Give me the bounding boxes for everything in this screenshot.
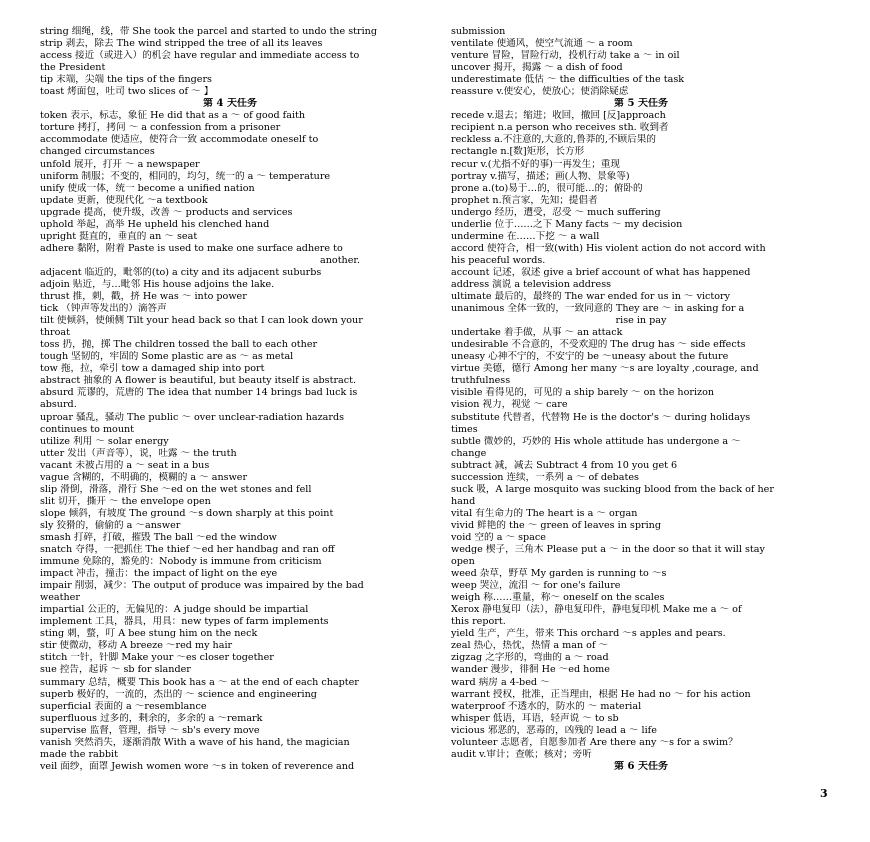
right-column-line: wedge 楔子，三角木 Please put a ～ in the door so that it will stay xyxy=(451,544,765,556)
right-column-line: recur v.(尤指不好的事)一再发生；重现 xyxy=(451,158,620,170)
right-column-line: visible 看得见的，可见的 a ship barely ～ on the horizon xyxy=(451,387,715,399)
right-column-line: virtue 美德，德行 Among her many ～s are loyalty ,courage, and xyxy=(451,363,759,375)
right-column-line: unanimous 全体一致的，一致同意的 They are ～ in asking for a xyxy=(451,303,745,315)
left-column-line: vacant 未被占用的 a ～ seat in a bus xyxy=(40,459,210,471)
left-column-line: upright 挺直的，垂直的 an ～ seat xyxy=(40,230,198,242)
page-number: 3 xyxy=(820,787,828,800)
right-column-line: subtract 减，减去 Subtract 4 from 10 you get 6 xyxy=(451,459,678,471)
right-column-line: weed 杂草，野草 My garden is running to ～s xyxy=(451,568,667,580)
right-column-line: underestimate 低估 ～ the difficulties of the task xyxy=(451,74,685,86)
right-column-line: vivid 鲜艳的 the ～ green of leaves in spring xyxy=(451,519,661,531)
left-column-line: toast 烤面包，吐司 two slices of ～ 】 xyxy=(40,86,214,98)
left-column-line: superfluous 过多的，剩余的，多余的 a ～remark xyxy=(40,712,263,724)
left-column-line: impartial 公正的，无偏见的：A judge should be impartial xyxy=(40,604,309,616)
left-column xyxy=(40,26,420,773)
left-column-line: tow 拖，拉，牵引 tow a damaged ship into port xyxy=(40,363,265,375)
right-column-line: change xyxy=(451,447,487,459)
right-column-line: waterproof 不透水的，防水的 ～ material xyxy=(451,700,642,712)
left-column-line: the President xyxy=(40,62,106,74)
left-column-line: supervise 监督，管理，指导 ～ sb's every move xyxy=(40,724,260,736)
left-column-line: impair 削弱，减少：The output of produce was impaired by the bad xyxy=(40,580,364,592)
right-column-line: underlie 位于……之下 Many facts ～ my decision xyxy=(451,218,683,230)
right-column-line: times xyxy=(451,423,478,435)
right-column-line: address 演说 a television address xyxy=(451,278,612,290)
right-column-line: hand xyxy=(451,495,476,507)
right-column-line: open xyxy=(451,556,475,568)
left-column-line: torture 拷打，拷问 ～ a confession from a prisoner xyxy=(40,122,281,134)
left-column-line: throat xyxy=(40,327,70,339)
left-column-line: abstract 抽象的 A flower is beautiful, but beauty itself is abstract. xyxy=(40,375,357,387)
left-column-line: toss 扔，抛，掷 The children tossed the ball to each other xyxy=(40,339,318,351)
left-column-line: tough 坚韧的，牢固的 Some plastic are as ～ as metal xyxy=(40,351,294,363)
right-column-line: undesirable 不合意的，不受欢迎的 The drug has ～ side effects xyxy=(451,339,746,351)
left-column-line: veil 面纱，面罩 Jewish women wore ～s in token of reverence and xyxy=(40,760,355,772)
left-column-line: vague 含糊的，不明确的，模糊的 a ～ answer xyxy=(40,471,248,483)
left-column-line: adjoin 贴近，与…毗邻 His house adjoins the lake. xyxy=(40,278,275,290)
right-column-line: recipient n.a person who receives sth. 收到者 xyxy=(451,122,669,134)
right-column-line: truthfulness xyxy=(451,375,511,387)
right-column-line: suck 吸，A large mosquito was sucking blood from the back of her xyxy=(451,483,774,495)
right-column-line: weigh 称……重量，称～ oneself on the scales xyxy=(451,592,665,604)
right-column-line: recede v.退去；缩进；收回，撤回 [反]approach xyxy=(451,110,666,122)
right-column-line: undergo 经历，遭受，忍受 ～ much suffering xyxy=(451,206,661,218)
right-column-line: vision 视力，视觉 ～ care xyxy=(451,399,568,411)
left-column-line: slit 切开，撕开 ～ the envelope open xyxy=(40,495,211,507)
left-column-line: slip 滑倒，滑落，滑行 She ～ed on the wet stones and fell xyxy=(40,483,312,495)
right-column-line: rise in pay xyxy=(615,315,667,327)
day-task-heading: 第 5 天任务 xyxy=(614,98,668,110)
left-column-line: strip 剥去，除去 The wind stripped the tree of all its leaves xyxy=(40,38,323,50)
right-column-line: zigzag 之字形的，弯曲的 a ～ road xyxy=(451,652,609,664)
right-column-line: vital 有生命力的 The heart is a ～ organ xyxy=(451,507,638,519)
day-task-heading: 第 4 天任务 xyxy=(203,98,257,110)
right-column-line: his peaceful words. xyxy=(451,254,546,266)
right-column-line: this report. xyxy=(451,616,506,628)
right-column-line: ultimate 最后的，最终的 The war ended for us in ～ victory xyxy=(451,291,731,303)
right-column-line: prophet n.预言家，先知；提倡者 xyxy=(451,194,598,206)
left-column-line: token 表示，标志，象征 He did that as a ～ of good faith xyxy=(40,110,306,122)
right-column-line: void 空的 a ～ space xyxy=(451,531,546,543)
right-column-line: undermine 在……下挖 ～ a wall xyxy=(451,230,600,242)
left-column-line: tip 末端，尖端 the tips of the fingers xyxy=(40,74,212,86)
left-column-line: sting 刺，螫，叮 A bee stung him on the neck xyxy=(40,628,258,640)
left-column-line: immune 免除的，豁免的：Nobody is immune from criticism xyxy=(40,556,322,568)
right-column-line: account 记述，叙述 give a brief account of what has happened xyxy=(451,266,751,278)
right-column-line: weep 哭泣，流泪 ～ for one's failure xyxy=(451,580,621,592)
left-column-line: implement 工具，器具，用具：new types of farm implements xyxy=(40,616,329,628)
right-column-line: uncover 揭开，揭露 ～ a dish of food xyxy=(451,62,623,74)
left-column-line: tick （钟声等发出的）滴答声 xyxy=(40,303,167,315)
right-column-line: vicious 邪恶的，恶毒的，凶残的 lead a ～ life xyxy=(451,724,657,736)
right-column-line: substitute 代替者，代替物 He is the doctor's ～ during holidays xyxy=(451,411,751,423)
left-column-line: update 更新，使现代化 ～a textbook xyxy=(40,194,208,206)
left-column-line: uniform 制服；不变的，相同的，均匀，统一的 a ～ temperature xyxy=(40,170,331,182)
right-column-line: undertake 着手做，从事 ～ an attack xyxy=(451,327,623,339)
right-column-line: reckless a.不注意的,大意的,鲁莽的,不顾后果的 xyxy=(451,134,656,146)
right-column-line: succession 连续，一系列 a ～ of debates xyxy=(451,471,639,483)
left-column-line: absurd. xyxy=(40,399,77,411)
left-column-line: stitch 一针，针脚 Make your ～es closer together xyxy=(40,652,274,664)
right-column-line: warrant 授权，批准，正当理由，根据 He had no ～ for his action xyxy=(451,688,751,700)
right-column xyxy=(451,26,831,773)
left-column-line: uphold 举起，高举 He upheld his clenched hand xyxy=(40,218,270,230)
left-column-line: slope 倾斜，有坡度 The ground ～s down sharply at this point xyxy=(40,507,334,519)
left-column-line: summary 总结，概要 This book has a ～ at the end of each chapter xyxy=(40,676,359,688)
left-column-line: adhere 黏附，附着 Paste is used to make one surface adhere to xyxy=(40,242,343,254)
left-column-line: upgrade 提高，使升级，改善 ～ products and services xyxy=(40,206,293,218)
left-column-line: accommodate 使适应，使符合一致 accommodate oneself to xyxy=(40,134,319,146)
left-column-line: sly 狡猾的，偷偷的 a ～answer xyxy=(40,519,181,531)
right-column-line: reassure v.使安心，使放心；使消除疑虑 xyxy=(451,86,629,98)
right-column-line: venture 冒险，冒险行动，投机行动 take a ～ in oil xyxy=(451,50,680,62)
left-column-line: utter 发出（声音等），说，吐露 ～ the truth xyxy=(40,447,237,459)
right-column-line: wander 漫步，徘徊 He ～ed home xyxy=(451,664,610,676)
right-column-line: zeal 热心，热忱，热情 a man of ～ xyxy=(451,640,609,652)
left-column-line: vanish 突然消失，逐渐消散 With a wave of his hand, the magician xyxy=(40,736,350,748)
left-column-line: changed circumstances xyxy=(40,146,155,158)
left-column-line: smash 打碎，打破，摧毁 The ball ～ed the window xyxy=(40,531,277,543)
left-column-line: absurd 荒谬的，荒唐的 The idea that number 14 brings bad luck is xyxy=(40,387,358,399)
left-column-line: thrust 推，刺，戳，挤 He was ～ into power xyxy=(40,291,247,303)
right-column-line: prone a.(to)易于…的，很可能…的；俯卧的 xyxy=(451,182,643,194)
left-column-line: superb 极好的，一流的，杰出的 ～ science and engineering xyxy=(40,688,317,700)
right-column-line: uneasy 心神不宁的，不安宁的 be ～uneasy about the future xyxy=(451,351,729,363)
right-column-line: portray v.描写，描述；画(人物、景象等) xyxy=(451,170,630,182)
left-column-line: unfold 展开，打开 ～ a newspaper xyxy=(40,158,200,170)
left-column-line: stir 使微动，移动 A breeze ～red my hair xyxy=(40,640,233,652)
day-task-heading: 第 6 天任务 xyxy=(614,760,668,772)
left-column-line: weather xyxy=(40,592,80,604)
right-column-line: volunteer 志愿者，自愿参加者 Are there any ～s for a swim？ xyxy=(451,736,738,748)
right-column-line: ward 病房 a 4-bed ～ xyxy=(451,676,550,688)
left-column-line: another. xyxy=(320,254,360,266)
left-column-line: utilize 利用 ～ solar energy xyxy=(40,435,169,447)
right-column-line: Xerox 静电复印（法），静电复印件，静电复印机 Make me a ～ of xyxy=(451,604,742,616)
left-column-line: tilt 使倾斜，使倾侧 Tilt your head back so that I can look down your xyxy=(40,315,363,327)
left-column-line: adjacent 临近的，毗邻的(to) a city and its adjacent suburbs xyxy=(40,266,322,278)
right-column-line: audit v.审计；查帐；核对；旁听 xyxy=(451,748,592,760)
left-column-line: sue 控告，起诉 ～ sb for slander xyxy=(40,664,191,676)
right-column-line: rectangle n.[数]矩形，长方形 xyxy=(451,146,585,158)
left-column-line: snatch 夺得，一把抓住 The thief ～ed her handbag and ran off xyxy=(40,544,335,556)
right-column-line: submission xyxy=(451,26,506,37)
left-column-line: unify 使成一体，统一 become a unified nation xyxy=(40,182,255,194)
right-column-line: subtle 微妙的，巧妙的 His whole attitude has undergone a ～ xyxy=(451,435,741,447)
right-column-line: ventilate 使通风，使空气流通 ～ a room xyxy=(451,38,633,50)
left-column-line: superficial 表面的 a ～resemblance xyxy=(40,700,207,712)
right-column-line: accord 使符合，相一致(with) His violent action do not accord with xyxy=(451,242,766,254)
left-column-line: impact 冲击，撞击：the impact of light on the eye xyxy=(40,568,278,580)
right-column-line: whisper 低语，耳语，轻声说 ～ to sb xyxy=(451,712,619,724)
left-column-line: continues to mount xyxy=(40,423,135,435)
left-column-line: access 接近（或进入）的机会 have regular and immediate access to xyxy=(40,50,360,62)
left-column-line: made the rabbit xyxy=(40,748,118,760)
right-column-line: yield 生产，产生，带来 This orchard ～s apples and pears. xyxy=(451,628,726,640)
left-column-line: uproar 骚乱，骚动 The public ～ over unclear-radiation hazards xyxy=(40,411,345,423)
left-column-line: string 细绳，线，带 She took the parcel and started to undo the string xyxy=(40,26,377,37)
